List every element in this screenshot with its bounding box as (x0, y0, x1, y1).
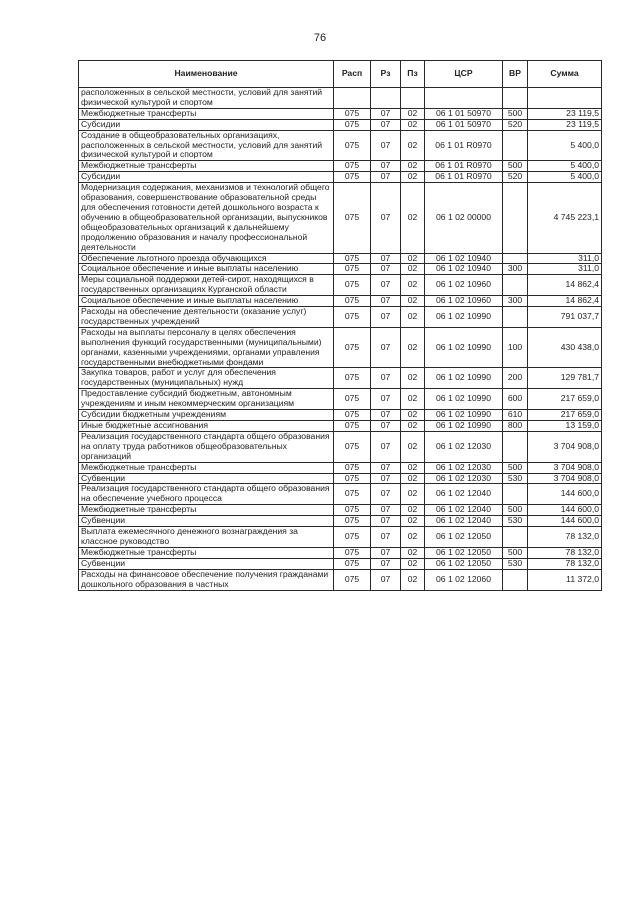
cell-rz: 07 (371, 431, 401, 462)
header-sum: Сумма (528, 61, 602, 88)
cell-name: Создание в общеобразовательных организациях, расположенных в сельской местности, условий для занятий физической культурой и спортом (79, 130, 334, 161)
cell-pz: 02 (401, 368, 425, 389)
table-row (79, 307, 602, 328)
cell-rasp: 075 (334, 172, 371, 183)
cell-rasp: 075 (334, 505, 371, 516)
table-row (79, 130, 602, 161)
cell-rz: 07 (371, 327, 401, 368)
cell-vr: 500 (503, 547, 528, 558)
cell-rz: 07 (371, 296, 401, 307)
cell-name: Иные бюджетные ассигнования (79, 421, 334, 432)
cell-csr: 06 1 02 10960 (425, 296, 503, 307)
table-row (79, 569, 602, 590)
table-row (79, 264, 602, 275)
cell-vr (503, 431, 528, 462)
cell-vr (503, 88, 528, 109)
cell-rz: 07 (371, 368, 401, 389)
table-row (79, 421, 602, 432)
cell-rasp: 075 (334, 410, 371, 421)
table-row (79, 119, 602, 130)
cell-name: Субсидии бюджетным учреждениям (79, 410, 334, 421)
cell-pz: 02 (401, 431, 425, 462)
cell-rz: 07 (371, 253, 401, 264)
cell-pz: 02 (401, 516, 425, 527)
table-row (79, 88, 602, 109)
cell-pz: 02 (401, 484, 425, 505)
cell-sum: 129 781,7 (528, 368, 602, 389)
cell-name: Модернизация содержания, механизмов и технологий общего образования, совершенствование образовательной среды для обеспечения готовности детей дошкольного возраста к обучению в общеобразовательной организации, выпускников общеобразовательных организаций к дальнейшему продолжению образования и началу профессиональной деятельности (79, 183, 334, 253)
cell-rasp: 075 (334, 569, 371, 590)
cell-rasp: 075 (334, 547, 371, 558)
table-row (79, 327, 602, 368)
cell-rasp: 075 (334, 253, 371, 264)
cell-rz: 07 (371, 558, 401, 569)
cell-name: Закупка товаров, работ и услуг для обеспечения государственных (муниципальных) нужд (79, 368, 334, 389)
cell-rz: 07 (371, 130, 401, 161)
table-row (79, 368, 602, 389)
cell-rz: 07 (371, 307, 401, 328)
cell-name: Субсидии (79, 119, 334, 130)
cell-vr (503, 183, 528, 253)
cell-rasp: 075 (334, 275, 371, 296)
cell-rz: 07 (371, 569, 401, 590)
cell-sum: 311,0 (528, 264, 602, 275)
cell-name: Расходы на обеспечение деятельности (оказание услуг) государственных учреждений (79, 307, 334, 328)
table-row (79, 558, 602, 569)
table-header-row (79, 61, 602, 88)
cell-sum: 217 659,0 (528, 389, 602, 410)
cell-sum: 4 745 223,1 (528, 183, 602, 253)
cell-rz: 07 (371, 516, 401, 527)
cell-pz: 02 (401, 569, 425, 590)
table-row (79, 275, 602, 296)
cell-pz: 02 (401, 327, 425, 368)
cell-rasp: 075 (334, 421, 371, 432)
cell-csr: 06 1 02 10990 (425, 307, 503, 328)
cell-name: Меры социальной поддержки детей-сирот, находящихся в государственных организациях Курганской области (79, 275, 334, 296)
cell-csr: 06 1 01 50970 (425, 108, 503, 119)
cell-rasp: 075 (334, 484, 371, 505)
table-row (79, 183, 602, 253)
table-row (79, 516, 602, 527)
header-name: Наименование (79, 61, 334, 88)
cell-sum: 14 862,4 (528, 296, 602, 307)
cell-vr: 610 (503, 410, 528, 421)
cell-sum: 3 704 908,0 (528, 462, 602, 473)
cell-pz: 02 (401, 527, 425, 548)
table-row (79, 547, 602, 558)
cell-csr: 06 1 02 10990 (425, 389, 503, 410)
cell-name: Субвенции (79, 473, 334, 484)
cell-csr: 06 1 02 10990 (425, 327, 503, 368)
cell-pz: 02 (401, 264, 425, 275)
cell-name: Межбюджетные трансферты (79, 547, 334, 558)
cell-vr: 500 (503, 161, 528, 172)
cell-vr: 520 (503, 119, 528, 130)
table-row (79, 462, 602, 473)
cell-csr: 06 1 02 00000 (425, 183, 503, 253)
cell-sum: 3 704 908,0 (528, 473, 602, 484)
header-rasp: Расп (334, 61, 371, 88)
cell-sum: 791 037,7 (528, 307, 602, 328)
table-row (79, 389, 602, 410)
cell-sum: 144 600,0 (528, 505, 602, 516)
cell-vr: 600 (503, 389, 528, 410)
cell-name: Субсидии (79, 172, 334, 183)
cell-name: Межбюджетные трансферты (79, 161, 334, 172)
cell-rz: 07 (371, 161, 401, 172)
cell-vr (503, 253, 528, 264)
table-row (79, 161, 602, 172)
cell-csr: 06 1 02 12030 (425, 462, 503, 473)
cell-rasp: 075 (334, 327, 371, 368)
cell-name: Социальное обеспечение и иные выплаты населению (79, 296, 334, 307)
cell-sum: 5 400,0 (528, 172, 602, 183)
cell-csr: 06 1 02 10990 (425, 368, 503, 389)
cell-csr: 06 1 02 12040 (425, 505, 503, 516)
cell-csr: 06 1 02 12030 (425, 473, 503, 484)
cell-pz: 02 (401, 296, 425, 307)
cell-sum: 311,0 (528, 253, 602, 264)
cell-rasp: 075 (334, 183, 371, 253)
cell-rasp: 075 (334, 108, 371, 119)
table-row (79, 172, 602, 183)
cell-rz: 07 (371, 505, 401, 516)
cell-rz: 07 (371, 119, 401, 130)
cell-name: Субвенции (79, 558, 334, 569)
cell-name: Социальное обеспечение и иные выплаты населению (79, 264, 334, 275)
cell-vr (503, 527, 528, 548)
cell-sum: 144 600,0 (528, 484, 602, 505)
cell-rasp (334, 88, 371, 109)
cell-rasp: 075 (334, 368, 371, 389)
cell-csr: 06 1 02 10990 (425, 421, 503, 432)
cell-rasp: 075 (334, 527, 371, 548)
table-row (79, 527, 602, 548)
cell-name: Межбюджетные трансферты (79, 108, 334, 119)
cell-csr: 06 1 01 50970 (425, 119, 503, 130)
cell-sum: 14 862,4 (528, 275, 602, 296)
cell-rz: 07 (371, 547, 401, 558)
table-row (79, 253, 602, 264)
cell-pz: 02 (401, 558, 425, 569)
cell-rasp: 075 (334, 389, 371, 410)
table-row (79, 473, 602, 484)
cell-csr: 06 1 02 10940 (425, 253, 503, 264)
cell-name: Межбюджетные трансферты (79, 462, 334, 473)
cell-name: Предоставление субсидий бюджетным, автономным учреждениям и иным некоммерческим организациям (79, 389, 334, 410)
cell-vr: 200 (503, 368, 528, 389)
cell-rasp: 075 (334, 161, 371, 172)
cell-vr: 500 (503, 108, 528, 119)
cell-sum: 3 704 908,0 (528, 431, 602, 462)
cell-csr: 06 1 02 10990 (425, 410, 503, 421)
cell-vr: 100 (503, 327, 528, 368)
cell-sum: 217 659,0 (528, 410, 602, 421)
cell-rz: 07 (371, 473, 401, 484)
cell-pz: 02 (401, 275, 425, 296)
cell-vr: 520 (503, 172, 528, 183)
cell-rz: 07 (371, 462, 401, 473)
cell-pz: 02 (401, 389, 425, 410)
cell-name: Реализация государственного стандарта общего образования на оплату труда работников общеобразовательных организаций (79, 431, 334, 462)
cell-rasp: 075 (334, 558, 371, 569)
cell-sum: 13 159,0 (528, 421, 602, 432)
cell-rz: 07 (371, 421, 401, 432)
cell-pz: 02 (401, 130, 425, 161)
cell-pz: 02 (401, 108, 425, 119)
cell-csr: 06 1 02 12050 (425, 547, 503, 558)
cell-rasp: 075 (334, 119, 371, 130)
cell-rasp: 075 (334, 130, 371, 161)
cell-rz: 07 (371, 183, 401, 253)
cell-name: Расходы на выплаты персоналу в целях обеспечения выполнения функций государственными (муниципальными) органами, казенными учреждениями, органами управления государственными внебюджетными фондами (79, 327, 334, 368)
cell-vr (503, 130, 528, 161)
cell-rasp: 075 (334, 462, 371, 473)
cell-vr: 300 (503, 296, 528, 307)
cell-name: Расходы на финансовое обеспечение получения гражданами дошкольного образования в частных (79, 569, 334, 590)
cell-pz: 02 (401, 421, 425, 432)
cell-sum: 78 132,0 (528, 527, 602, 548)
cell-pz: 02 (401, 505, 425, 516)
cell-vr: 530 (503, 473, 528, 484)
cell-pz: 02 (401, 253, 425, 264)
table-row (79, 108, 602, 119)
cell-vr: 800 (503, 421, 528, 432)
cell-csr: 06 1 02 12060 (425, 569, 503, 590)
cell-sum: 5 400,0 (528, 161, 602, 172)
cell-pz (401, 88, 425, 109)
cell-sum (528, 88, 602, 109)
header-csr: ЦСР (425, 61, 503, 88)
cell-sum: 144 600,0 (528, 516, 602, 527)
cell-csr: 06 1 01 R0970 (425, 130, 503, 161)
header-pz: Пз (401, 61, 425, 88)
cell-sum: 430 438,0 (528, 327, 602, 368)
cell-rz: 07 (371, 527, 401, 548)
cell-vr (503, 484, 528, 505)
cell-csr: 06 1 02 10960 (425, 275, 503, 296)
cell-vr: 500 (503, 505, 528, 516)
cell-csr: 06 1 02 12040 (425, 484, 503, 505)
cell-name: Выплата ежемесячного денежного вознаграждения за классное руководство (79, 527, 334, 548)
cell-sum: 23 119,5 (528, 108, 602, 119)
cell-pz: 02 (401, 161, 425, 172)
cell-rasp: 075 (334, 516, 371, 527)
cell-rasp: 075 (334, 473, 371, 484)
cell-rasp: 075 (334, 296, 371, 307)
cell-name: Реализация государственного стандарта общего образования на обеспечение учебного процесса (79, 484, 334, 505)
cell-rz: 07 (371, 389, 401, 410)
cell-pz: 02 (401, 172, 425, 183)
cell-pz: 02 (401, 473, 425, 484)
budget-table (78, 60, 602, 591)
cell-sum: 23 119,5 (528, 119, 602, 130)
header-vr: ВР (503, 61, 528, 88)
cell-rz: 07 (371, 275, 401, 296)
cell-rasp: 075 (334, 431, 371, 462)
table-row (79, 410, 602, 421)
cell-sum: 11 372,0 (528, 569, 602, 590)
cell-csr: 06 1 02 12050 (425, 527, 503, 548)
cell-rz (371, 88, 401, 109)
cell-name: расположенных в сельской местности, условий для занятий физической культурой и спортом (79, 88, 334, 109)
cell-csr: 06 1 01 R0970 (425, 161, 503, 172)
cell-vr (503, 569, 528, 590)
cell-rz: 07 (371, 108, 401, 119)
cell-csr: 06 1 01 R0970 (425, 172, 503, 183)
cell-pz: 02 (401, 307, 425, 328)
cell-sum: 5 400,0 (528, 130, 602, 161)
cell-rz: 07 (371, 484, 401, 505)
cell-pz: 02 (401, 410, 425, 421)
cell-csr (425, 88, 503, 109)
cell-csr: 06 1 02 12030 (425, 431, 503, 462)
header-rz: Рз (371, 61, 401, 88)
cell-name: Межбюджетные трансферты (79, 505, 334, 516)
cell-csr: 06 1 02 10940 (425, 264, 503, 275)
cell-rasp: 075 (334, 307, 371, 328)
cell-pz: 02 (401, 119, 425, 130)
cell-name: Обеспечение льготного проезда обучающихся (79, 253, 334, 264)
cell-rz: 07 (371, 264, 401, 275)
cell-vr: 500 (503, 462, 528, 473)
cell-rz: 07 (371, 410, 401, 421)
cell-pz: 02 (401, 462, 425, 473)
table-row (79, 296, 602, 307)
cell-csr: 06 1 02 12040 (425, 516, 503, 527)
cell-sum: 78 132,0 (528, 558, 602, 569)
cell-sum: 78 132,0 (528, 547, 602, 558)
cell-pz: 02 (401, 183, 425, 253)
cell-csr: 06 1 02 12050 (425, 558, 503, 569)
table-row (79, 431, 602, 462)
cell-name: Субвенции (79, 516, 334, 527)
cell-vr: 530 (503, 558, 528, 569)
cell-vr: 530 (503, 516, 528, 527)
cell-pz: 02 (401, 547, 425, 558)
cell-vr: 300 (503, 264, 528, 275)
cell-vr (503, 275, 528, 296)
cell-rasp: 075 (334, 264, 371, 275)
cell-rz: 07 (371, 172, 401, 183)
page-number: 76 (313, 32, 327, 44)
table-row (79, 484, 602, 505)
cell-vr (503, 307, 528, 328)
table-row (79, 505, 602, 516)
